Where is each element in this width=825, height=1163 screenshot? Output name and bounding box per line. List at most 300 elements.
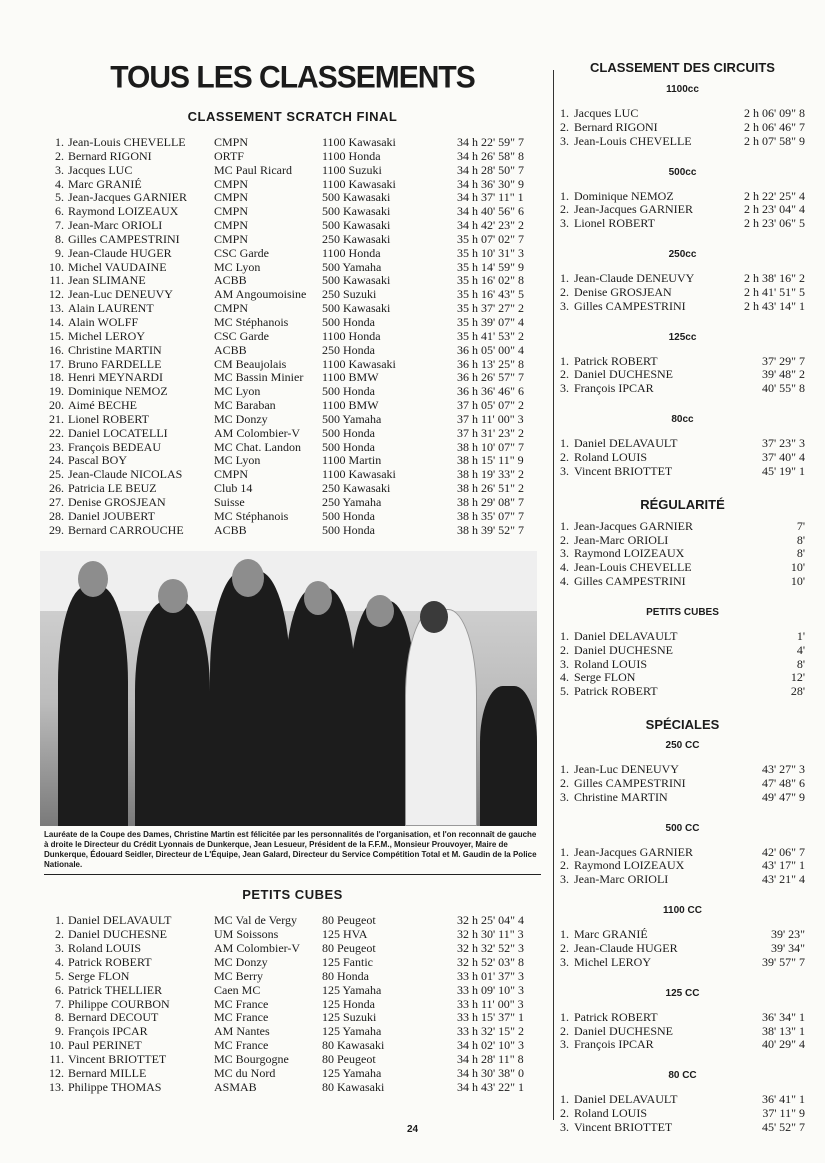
machine-cell: 500 Kawasaki <box>322 204 391 219</box>
page-number: 24 <box>406 1124 419 1135</box>
rank-cell: 29. <box>49 522 64 537</box>
petits-cubes-title: PETITS CUBES <box>242 887 343 903</box>
rider-name-cell: Daniel DELAVAULT <box>68 913 172 928</box>
rider-name-cell: Serge FLON <box>68 968 130 983</box>
club-cell: MC Baraban <box>214 398 276 413</box>
rank-cell: 5. <box>55 190 64 205</box>
machine-cell: 125 Yamaha <box>322 1024 382 1039</box>
machine-cell: 1100 Martin <box>322 453 382 468</box>
club-cell: CMPN <box>214 204 249 219</box>
time-cell: 33 h 09' 10" 3 <box>457 982 525 997</box>
club-cell: MC France <box>214 1038 269 1053</box>
machine-cell: 500 Honda <box>322 522 375 537</box>
rider-name-cell: Daniel DELAVAULT <box>574 1092 678 1107</box>
rank-cell: 3. <box>560 872 569 887</box>
table-row <box>40 1053 545 1067</box>
rank-cell: 3. <box>560 1037 569 1052</box>
table-row <box>560 135 805 149</box>
machine-cell: 80 Peugeot <box>322 941 376 956</box>
rank-cell: 13. <box>49 1079 64 1094</box>
club-cell: ASMAB <box>214 1079 257 1094</box>
rider-name-cell: Jacques LUC <box>574 106 639 120</box>
category-table <box>560 928 805 970</box>
rider-name-cell: Jacques LUC <box>68 162 133 177</box>
club-cell: CMPN <box>214 467 249 482</box>
machine-cell: 500 Kawasaki <box>322 301 391 316</box>
time-cell: 43' 17" 1 <box>761 858 805 873</box>
table-row <box>560 671 805 685</box>
machine-cell: 250 Kawasaki <box>322 481 391 496</box>
rider-name-cell: Daniel DUCHESNE <box>574 367 673 382</box>
time-cell: 7' <box>796 518 805 533</box>
time-cell: 32 h 25' 04" 4 <box>457 913 525 928</box>
rank-cell: 4. <box>55 955 64 969</box>
rank-cell: 6. <box>55 982 64 997</box>
time-cell: 35 h 14' 59" 9 <box>457 259 525 274</box>
rider-name-cell: Bernard CARROUCHE <box>68 522 184 537</box>
rider-name-cell: Bruno FARDELLE <box>68 356 162 371</box>
rider-name-cell: Daniel DUCHESNE <box>574 1023 673 1038</box>
category-heading: 80cc <box>671 414 694 426</box>
machine-cell: 1100 BMW <box>322 398 379 413</box>
time-cell: 32 h 30' 11" 3 <box>457 927 524 942</box>
category-heading: 1100cc <box>666 84 699 95</box>
category-heading: 125cc <box>668 331 697 343</box>
rider-name-cell: Jean-Marc ORIOLI <box>68 218 163 233</box>
club-cell: MC France <box>214 1010 269 1025</box>
rank-cell: 3. <box>560 298 569 313</box>
rank-cell: 1. <box>560 271 569 286</box>
rider-name-cell: Jean-Louis CHEVELLE <box>574 133 692 148</box>
time-cell: 38 h 35' 07" 7 <box>457 508 525 523</box>
rider-name-cell: Jean SLIMANE <box>68 273 146 288</box>
rider-name-cell: Roland LOUIS <box>574 449 647 464</box>
rider-name-cell: Raymond LOIZEAUX <box>574 546 685 561</box>
table-row <box>560 203 805 217</box>
rider-name-cell: Jean-Louis CHEVELLE <box>68 135 186 149</box>
rank-cell: 27. <box>49 494 64 509</box>
rank-cell: 1. <box>55 913 64 928</box>
rank-cell: 25. <box>49 467 64 482</box>
table-row <box>40 385 545 399</box>
category-table <box>560 1011 805 1053</box>
rank-cell: 10. <box>49 259 64 274</box>
machine-cell: 125 Yamaha <box>322 1065 382 1080</box>
machine-cell: 250 Yamaha <box>322 494 382 509</box>
rank-cell: 2. <box>560 119 569 134</box>
table-row <box>40 247 545 261</box>
table-row <box>40 914 545 928</box>
time-cell: 43' 27" 3 <box>761 762 805 777</box>
table-row <box>40 191 545 205</box>
table-row <box>560 217 805 231</box>
table-row <box>40 468 545 482</box>
machine-cell: 1100 Suzuki <box>322 162 382 177</box>
rank-cell: 9. <box>55 245 64 260</box>
time-cell: 34 h 40' 56" 6 <box>457 204 525 219</box>
table-row <box>560 630 805 644</box>
time-cell: 2 h 43' 14" 1 <box>743 298 805 313</box>
category-table <box>560 190 805 232</box>
time-cell: 38 h 26' 51" 2 <box>457 481 525 496</box>
rider-name-cell: Jean-Louis CHEVELLE <box>574 560 692 575</box>
club-cell: ACBB <box>214 273 247 288</box>
rider-name-cell: Bernard RIGONI <box>574 119 658 134</box>
table-row <box>560 859 805 873</box>
table-row <box>560 1011 805 1025</box>
machine-cell: 1100 Kawasaki <box>322 176 396 191</box>
club-cell: AM Nantes <box>214 1024 270 1039</box>
rider-name-cell: Christine MARTIN <box>574 789 668 804</box>
rider-name-cell: Vincent BRIOTTET <box>574 1119 673 1134</box>
machine-cell: 500 Honda <box>322 384 375 399</box>
rank-cell: 2. <box>55 927 64 942</box>
rider-name-cell: Roland LOUIS <box>574 656 647 671</box>
photo-caption: Lauréate de la Coupe des Dames, Christine Martin est félicitée par les personnalités de l'organisation, et l'on reconnaît de gauche à droite le Directeur du Crédit Lyonnais de Dunkerque, Jean Lesueur, Président de la F.F.M., Monsieur Prouvoyer, Maire de Dunkerque, Édouard Seidler, Directeur de L'Équipe, Jean Galard, Directeur du Service Compétition Total et M. Gaudin de la Police Nationale. <box>44 830 541 875</box>
time-cell: 34 h 42' 23" 2 <box>457 218 525 233</box>
time-cell: 2 h 23' 04" 4 <box>743 202 805 217</box>
rank-cell: 1. <box>560 353 569 368</box>
time-cell: 37' 40" 4 <box>761 449 805 464</box>
table-row <box>560 1093 805 1107</box>
table-row <box>40 413 545 427</box>
rank-cell: 16. <box>49 342 64 357</box>
club-cell: MC Stéphanois <box>214 314 289 329</box>
table-row <box>40 454 545 468</box>
rank-cell: 4. <box>560 574 569 589</box>
rider-name-cell: Raymond LOIZEAUX <box>68 204 179 219</box>
rank-cell: 2. <box>560 775 569 790</box>
time-cell: 2 h 22' 25" 4 <box>743 188 805 203</box>
rider-name-cell: Roland LOUIS <box>68 941 141 956</box>
table-row <box>560 791 805 805</box>
machine-cell: 80 Peugeot <box>322 913 376 928</box>
rank-cell: 26. <box>49 481 64 496</box>
time-cell: 28' <box>790 684 805 699</box>
rank-cell: 3. <box>560 656 569 671</box>
machine-cell: 1100 Honda <box>322 245 381 260</box>
club-cell: CMPN <box>214 301 249 316</box>
machine-cell: 1100 Honda <box>322 328 381 343</box>
rank-cell: 3. <box>560 463 569 478</box>
rider-name-cell: François IPCAR <box>574 1037 654 1052</box>
time-cell: 37 h 05' 07" 2 <box>457 398 525 413</box>
rider-name-cell: Jean-Jacques GARNIER <box>574 518 693 533</box>
category-table <box>560 272 805 314</box>
table-row <box>40 233 545 247</box>
club-cell: MC France <box>214 996 269 1011</box>
rank-cell: 1. <box>560 518 569 533</box>
rider-name-cell: Patrick ROBERT <box>68 955 152 969</box>
time-cell: 2 h 07' 58" 9 <box>743 133 805 148</box>
rider-name-cell: Daniel DUCHESNE <box>68 927 167 942</box>
time-cell: 36 h 05' 00" 4 <box>457 342 525 357</box>
time-cell: 35 h 37' 27" 2 <box>457 301 525 316</box>
rank-cell: 8. <box>55 231 64 246</box>
table-row <box>560 575 805 589</box>
machine-cell: 500 Honda <box>322 439 375 454</box>
rider-name-cell: Gilles CAMPESTRINI <box>574 574 686 589</box>
rank-cell: 2. <box>560 367 569 382</box>
rank-cell: 2. <box>560 284 569 299</box>
rank-cell: 10. <box>49 1038 64 1053</box>
club-cell: ORTF <box>214 148 244 163</box>
machine-cell: 125 Yamaha <box>322 982 382 997</box>
rider-name-cell: Roland LOUIS <box>574 1106 647 1121</box>
time-cell: 37' 29" 7 <box>761 353 805 368</box>
rank-cell: 1. <box>55 135 64 149</box>
category-heading: 250cc <box>668 249 697 261</box>
time-cell: 33 h 15' 37" 1 <box>457 1010 525 1025</box>
rider-name-cell: Alain LAURENT <box>68 301 154 316</box>
right-column <box>560 60 805 1153</box>
rank-cell: 3. <box>55 941 64 956</box>
category-heading: 80 CC <box>668 1070 697 1082</box>
rank-cell: 1. <box>560 762 569 777</box>
table-row <box>560 956 805 970</box>
time-cell: 37' 11" 9 <box>762 1106 805 1121</box>
right-petits-cubes-title: PETITS CUBES <box>646 606 719 618</box>
time-cell: 12' <box>790 670 805 685</box>
rank-cell: 5. <box>560 684 569 699</box>
category-heading: 500 CC <box>665 822 700 834</box>
circuits-title: CLASSEMENT DES CIRCUITS <box>590 60 775 75</box>
table-row <box>560 437 805 451</box>
table-row <box>560 107 805 121</box>
rank-cell: 11. <box>49 1051 64 1066</box>
time-cell: 33 h 32' 15" 2 <box>457 1024 525 1039</box>
page-title: TOUS LES CLASSEMENTS <box>110 60 475 95</box>
table-row <box>560 658 805 672</box>
club-cell: CSC Garde <box>214 328 269 343</box>
time-cell: 39' 23" <box>770 927 805 942</box>
machine-cell: 250 Suzuki <box>322 287 377 302</box>
machine-cell: 80 Kawasaki <box>322 1038 385 1053</box>
table-row <box>40 427 545 441</box>
rank-cell: 1. <box>560 436 569 451</box>
table-row <box>40 316 545 330</box>
rank-cell: 23. <box>49 439 64 454</box>
table-row <box>40 274 545 288</box>
rank-cell: 15. <box>49 328 64 343</box>
club-cell: Suisse <box>214 494 245 509</box>
time-cell: 33 h 11' 00" 3 <box>457 996 524 1011</box>
machine-cell: 500 Kawasaki <box>322 218 391 233</box>
rider-name-cell: Daniel DELAVAULT <box>574 436 678 451</box>
time-cell: 8' <box>796 532 805 547</box>
machine-cell: 125 Fantic <box>322 955 373 969</box>
podium-photo <box>40 551 537 826</box>
rider-name-cell: Lionel ROBERT <box>574 216 655 231</box>
table-row <box>40 441 545 455</box>
time-cell: 43' 21" 4 <box>761 872 805 887</box>
time-cell: 34 h 36' 30" 9 <box>457 176 525 191</box>
table-row <box>560 121 805 135</box>
time-cell: 2 h 41' 51" 5 <box>743 284 805 299</box>
rank-cell: 20. <box>49 398 64 413</box>
time-cell: 10' <box>790 574 805 589</box>
club-cell: MC Berry <box>214 968 263 983</box>
time-cell: 2 h 38' 16" 2 <box>743 271 805 286</box>
club-cell: MC Lyon <box>214 453 261 468</box>
table-row <box>40 1081 545 1095</box>
table-row <box>40 970 545 984</box>
petits-cubes-table <box>40 914 545 1094</box>
rider-name-cell: Jean-Jacques GARNIER <box>574 202 693 217</box>
rank-cell: 11. <box>49 273 64 288</box>
table-row <box>560 286 805 300</box>
time-cell: 39' 57" 7 <box>761 954 805 969</box>
club-cell: CM Beaujolais <box>214 356 287 371</box>
rider-name-cell: Denise GROSJEAN <box>574 284 672 299</box>
time-cell: 35 h 16' 43" 5 <box>457 287 525 302</box>
table-row <box>560 561 805 575</box>
time-cell: 36 h 26' 57" 7 <box>457 370 525 385</box>
rank-cell: 2. <box>560 642 569 657</box>
time-cell: 45' 19" 1 <box>761 463 805 478</box>
machine-cell: 250 Honda <box>322 342 375 357</box>
machine-cell: 80 Honda <box>322 968 369 983</box>
rank-cell: 14. <box>49 314 64 329</box>
table-row <box>40 178 545 192</box>
time-cell: 2 h 06' 46" 7 <box>743 119 805 134</box>
time-cell: 40' 29" 4 <box>761 1037 805 1052</box>
rank-cell: 7. <box>55 996 64 1011</box>
time-cell: 34 h 22' 59" 7 <box>457 135 525 149</box>
table-row <box>560 644 805 658</box>
rider-name-cell: Daniel LOCATELLI <box>68 425 168 440</box>
regularite-table <box>560 520 805 589</box>
time-cell: 38 h 15' 11" 9 <box>457 453 524 468</box>
rank-cell: 2. <box>560 202 569 217</box>
club-cell: MC du Nord <box>214 1065 276 1080</box>
table-row <box>40 205 545 219</box>
table-row <box>40 330 545 344</box>
rider-name-cell: Gilles CAMPESTRINI <box>68 231 180 246</box>
table-row <box>40 1067 545 1081</box>
rank-cell: 13. <box>49 301 64 316</box>
table-row <box>40 482 545 496</box>
category-heading: 500cc <box>668 166 697 178</box>
club-cell: MC Val de Vergy <box>214 913 298 928</box>
rider-name-cell: Jean-Luc DENEUVY <box>574 762 679 777</box>
rider-name-cell: Michel LEROY <box>68 328 145 343</box>
rank-cell: 1. <box>560 927 569 942</box>
category-table <box>560 437 805 479</box>
table-row <box>40 344 545 358</box>
time-cell: 32 h 32' 52" 3 <box>457 941 525 956</box>
machine-cell: 500 Yamaha <box>322 259 382 274</box>
rider-name-cell: Gilles CAMPESTRINI <box>574 298 686 313</box>
category-heading: 250 CC <box>665 740 700 752</box>
rank-cell: 2. <box>560 1023 569 1038</box>
table-row <box>40 399 545 413</box>
club-cell: CMPN <box>214 218 249 233</box>
rank-cell: 12. <box>49 287 64 302</box>
rank-cell: 1. <box>560 628 569 643</box>
time-cell: 36 h 13' 25" 8 <box>457 356 525 371</box>
time-cell: 34 h 30' 38" 0 <box>457 1065 525 1080</box>
time-cell: 42' 06" 7 <box>761 844 805 859</box>
time-cell: 36' 34" 1 <box>761 1009 805 1024</box>
time-cell: 40' 55" 8 <box>761 381 805 396</box>
rider-name-cell: Jean-Claude HUGER <box>574 941 678 955</box>
time-cell: 38 h 39' 52" 7 <box>457 522 525 537</box>
rider-name-cell: Philippe COURBON <box>68 996 170 1011</box>
table-row <box>560 368 805 382</box>
time-cell: 45' 52" 7 <box>761 1119 805 1134</box>
machine-cell: 500 Honda <box>322 314 375 329</box>
rider-name-cell: Jean-Claude DENEUVY <box>574 271 695 286</box>
time-cell: 32 h 52' 03" 8 <box>457 955 525 969</box>
time-cell: 34 h 28' 50" 7 <box>457 162 525 177</box>
rider-name-cell: François BEDEAU <box>68 439 161 454</box>
time-cell: 39' 48" 2 <box>761 367 805 382</box>
rider-name-cell: Dominique NEMOZ <box>68 384 168 399</box>
rider-name-cell: Jean-Marc ORIOLI <box>574 872 669 887</box>
rank-cell: 28. <box>49 508 64 523</box>
time-cell: 38 h 29' 08" 7 <box>457 494 525 509</box>
time-cell: 38' 13" 1 <box>761 1023 805 1038</box>
rank-cell: 17. <box>49 356 64 371</box>
club-cell: CMPN <box>214 176 249 191</box>
club-cell: CMPN <box>214 231 249 246</box>
table-row <box>40 1025 545 1039</box>
table-row <box>560 873 805 887</box>
rank-cell: 3. <box>55 162 64 177</box>
time-cell: 36 h 36' 46" 6 <box>457 384 525 399</box>
time-cell: 8' <box>796 656 805 671</box>
rider-name-cell: Patrick ROBERT <box>574 684 658 699</box>
table-row <box>40 358 545 372</box>
club-cell: UM Soissons <box>214 927 279 942</box>
rank-cell: 2. <box>560 449 569 464</box>
table-row <box>40 150 545 164</box>
machine-cell: 1100 Kawasaki <box>322 467 396 482</box>
table-row <box>40 219 545 233</box>
time-cell: 38 h 10' 07" 7 <box>457 439 525 454</box>
rider-name-cell: Daniel JOUBERT <box>68 508 155 523</box>
time-cell: 34 h 26' 58" 8 <box>457 148 525 163</box>
rank-cell: 6. <box>55 204 64 219</box>
table-row <box>560 300 805 314</box>
rider-name-cell: Serge FLON <box>574 670 636 685</box>
rider-name-cell: Raymond LOIZEAUX <box>574 858 685 873</box>
speciales-title: SPÉCIALES <box>645 717 720 733</box>
rider-name-cell: Michel VAUDAINE <box>68 259 167 274</box>
machine-cell: 80 Peugeot <box>322 1051 376 1066</box>
rank-cell: 5. <box>55 968 64 983</box>
club-cell: AM Angoumoisine <box>214 287 307 302</box>
rider-name-cell: Bernard DECOUT <box>68 1010 159 1025</box>
table-row <box>560 534 805 548</box>
rider-name-cell: Patricia LE BEUZ <box>68 481 157 496</box>
club-cell: MC Lyon <box>214 259 261 274</box>
club-cell: Caen MC <box>214 982 261 997</box>
rider-name-cell: Christine MARTIN <box>68 342 162 357</box>
time-cell: 37 h 11' 00" 3 <box>457 411 524 426</box>
table-row <box>40 261 545 275</box>
time-cell: 35 h 16' 02" 8 <box>457 273 525 288</box>
rider-name-cell: Jean-Claude HUGER <box>68 245 172 260</box>
rider-name-cell: Patrick ROBERT <box>574 353 658 368</box>
time-cell: 37 h 31' 23" 2 <box>457 425 525 440</box>
club-cell: ACBB <box>214 342 247 357</box>
rank-cell: 1. <box>560 1009 569 1024</box>
rider-name-cell: Philippe THOMAS <box>68 1079 162 1094</box>
table-row <box>560 520 805 534</box>
time-cell: 34 h 37' 11" 1 <box>457 190 524 205</box>
